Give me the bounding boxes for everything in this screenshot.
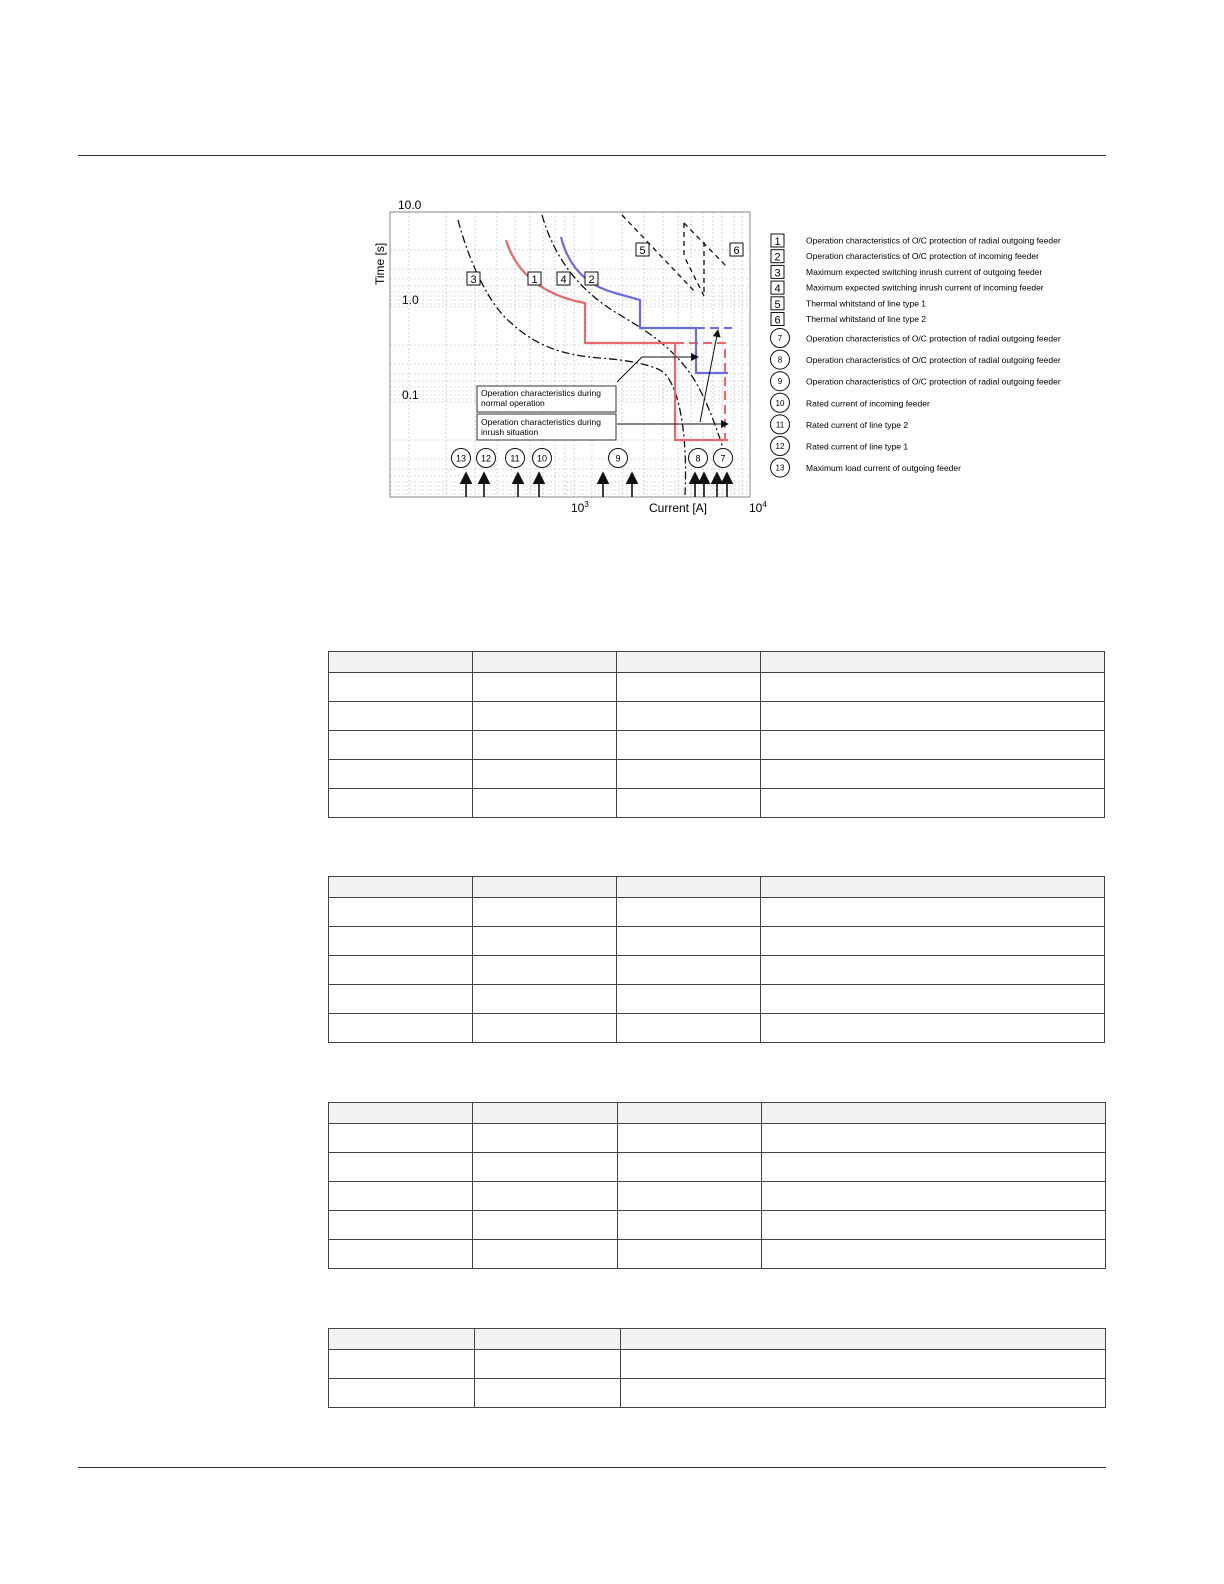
- curve-tag-1: 1: [531, 274, 538, 286]
- table-cell: [473, 985, 617, 1014]
- table-cell: [618, 1240, 762, 1269]
- x-tick-1000: $10^3$: [571, 500, 589, 515]
- table-row: [329, 956, 1105, 985]
- table-cell: [473, 1240, 618, 1269]
- table-cell: [329, 985, 473, 1014]
- table-cell: [329, 1211, 473, 1240]
- table-cell: [761, 673, 1105, 702]
- table-cell: [761, 877, 1105, 898]
- table-cell: [473, 731, 617, 760]
- curve-tag-5: 5: [639, 245, 646, 257]
- table-row: [329, 1240, 1106, 1269]
- table-row: [329, 702, 1105, 731]
- table-cell: [329, 877, 473, 898]
- legend-key-10: 10: [775, 398, 785, 408]
- table-cell: [329, 673, 473, 702]
- table-cell: [475, 1329, 621, 1350]
- legend-key-13: 13: [775, 463, 785, 473]
- table-cell: [329, 760, 473, 789]
- legend-text-2: Operation characteristics of O/C protection of incoming feeder: [806, 251, 1039, 262]
- table-cell: [617, 731, 761, 760]
- table-cell: [617, 927, 761, 956]
- table-cell: [329, 1182, 473, 1211]
- table-cell: [329, 1350, 475, 1379]
- table-cell: [473, 1014, 617, 1043]
- blank-table-3: [328, 1102, 1106, 1269]
- legend-text-1: Operation characteristics of O/C protection of radial outgoing feeder: [806, 235, 1061, 246]
- table-row: [329, 1379, 1106, 1408]
- thermal-zone-outline: [684, 223, 704, 296]
- annotation-inrush-line1: Operation characteristics during: [481, 417, 602, 427]
- legend-key-8: 8: [777, 355, 783, 365]
- table-cell: [473, 673, 617, 702]
- legend-text-5: Thermal whitstand of line type 1: [806, 298, 927, 309]
- legend-text-10: Rated current of incoming feeder: [806, 398, 930, 409]
- table-header-row: [329, 652, 1105, 673]
- table-cell: [473, 877, 617, 898]
- table-cell: [329, 898, 473, 927]
- table-cell: [761, 1014, 1105, 1043]
- table-cell: [618, 1124, 762, 1153]
- table-row: [329, 1014, 1105, 1043]
- table-cell: [617, 789, 761, 818]
- table-cell: [473, 789, 617, 818]
- table-cell: [617, 673, 761, 702]
- time-current-figure: [360, 190, 1080, 530]
- table-cell: [329, 1379, 475, 1408]
- table-cell: [329, 652, 473, 673]
- header-rule: [78, 155, 1106, 156]
- table-cell: [473, 956, 617, 985]
- table-cell: [473, 927, 617, 956]
- blank-table-1: [328, 651, 1105, 818]
- blank-table-4: [328, 1328, 1106, 1408]
- table-row: [329, 1211, 1106, 1240]
- table-cell: [761, 652, 1105, 673]
- table-cell: [473, 1182, 618, 1211]
- legend-text-6: Thermal whitstand of line type 2: [806, 314, 927, 324]
- marker-number-13: 13: [455, 453, 467, 464]
- table-cell: [329, 1124, 473, 1153]
- legend-text-13: Maximum load current of outgoing feeder: [806, 463, 961, 474]
- table-row: [329, 927, 1105, 956]
- table-cell: [329, 956, 473, 985]
- table-cell: [618, 1153, 762, 1182]
- legend-key-7: 7: [777, 334, 783, 343]
- table-cell: [621, 1379, 1106, 1408]
- table-cell: [761, 956, 1105, 985]
- table-row: [329, 1350, 1106, 1379]
- x-tick-10000: $10^4$: [749, 500, 767, 515]
- marker-number-9: 9: [615, 453, 621, 464]
- table-cell: [761, 985, 1105, 1014]
- curve-5-thermal: [622, 215, 696, 293]
- table-cell: [617, 702, 761, 731]
- legend-key-11: 11: [775, 420, 785, 430]
- table-cell: [621, 1329, 1106, 1350]
- legend-text-11: Rated current of line type 2: [806, 419, 909, 430]
- legend-key-2: 2: [774, 251, 781, 264]
- table-header-row: [329, 877, 1105, 898]
- table-cell: [617, 956, 761, 985]
- y-tick-1: 1.0: [402, 293, 419, 307]
- annotation-normal-line2: normal operation: [481, 398, 545, 408]
- legend-key-5: 5: [774, 298, 781, 311]
- blank-table-2: [328, 876, 1105, 1043]
- time-current-chart: [360, 190, 1080, 525]
- table-row: [329, 673, 1105, 702]
- table-cell: [618, 1103, 762, 1124]
- legend-key-4: 4: [774, 283, 781, 296]
- marker-number-7: 7: [720, 453, 726, 464]
- table-cell: [473, 652, 617, 673]
- table-cell: [617, 760, 761, 789]
- y-tick-10: 10.0: [398, 198, 422, 212]
- table-cell: [475, 1350, 621, 1379]
- table-cell: [475, 1379, 621, 1408]
- table-cell: [762, 1240, 1106, 1269]
- table-cell: [329, 1153, 473, 1182]
- marker-number-11: 11: [510, 453, 520, 464]
- legend: [771, 234, 1061, 477]
- table-row: [329, 1124, 1106, 1153]
- table-cell: [473, 702, 617, 731]
- legend-text-12: Rated current of line type 1: [806, 441, 909, 452]
- table-cell: [762, 1182, 1106, 1211]
- table-cell: [473, 898, 617, 927]
- curve-tag-4: 4: [560, 274, 567, 286]
- table-cell: [617, 898, 761, 927]
- table-cell: [761, 789, 1105, 818]
- annotation-inrush-line2: inrush situation: [481, 427, 539, 437]
- table-cell: [329, 927, 473, 956]
- legend-key-12: 12: [775, 442, 785, 451]
- table-cell: [473, 1153, 618, 1182]
- table-cell: [761, 927, 1105, 956]
- table-cell: [329, 731, 473, 760]
- y-axis-label: Time [s]: [373, 242, 387, 285]
- y-tick-0-1: 0.1: [402, 388, 419, 402]
- legend-text-7: Operation characteristics of O/C protection of radial outgoing feeder: [806, 333, 1061, 344]
- legend-text-9: Operation characteristics of O/C protection of radial outgoing feeder: [806, 376, 1061, 387]
- table-cell: [618, 1211, 762, 1240]
- table-cell: [762, 1103, 1106, 1124]
- table-row: [329, 985, 1105, 1014]
- curve-tag-3: 3: [470, 274, 477, 286]
- table-cell: [762, 1153, 1106, 1182]
- table-cell: [761, 898, 1105, 927]
- table-row: [329, 898, 1105, 927]
- table-cell: [761, 731, 1105, 760]
- table-cell: [617, 1014, 761, 1043]
- table-cell: [617, 652, 761, 673]
- table-row: [329, 731, 1105, 760]
- table-cell: [329, 789, 473, 818]
- marker-number-12: 12: [480, 453, 492, 464]
- annotation-normal-line1: Operation characteristics during: [481, 388, 602, 398]
- curve-tag-2: 2: [588, 274, 595, 286]
- legend-text-4: Maximum expected switching inrush current of incoming feeder: [806, 282, 1044, 293]
- table-cell: [617, 877, 761, 898]
- table-cell: [329, 1103, 473, 1124]
- x-axis-label: Current [A]: [649, 501, 708, 515]
- table-cell: [761, 760, 1105, 789]
- table-header-row: [329, 1329, 1106, 1350]
- table-cell: [473, 1211, 618, 1240]
- table-cell: [618, 1182, 762, 1211]
- table-row: [329, 789, 1105, 818]
- table-cell: [762, 1124, 1106, 1153]
- marker-number-10: 10: [536, 453, 548, 464]
- table-cell: [329, 1329, 475, 1350]
- table-cell: [473, 1124, 618, 1153]
- table-row: [329, 1153, 1106, 1182]
- legend-key-1: 1: [774, 236, 781, 248]
- table-cell: [473, 1103, 618, 1124]
- table-cell: [761, 702, 1105, 731]
- table-cell: [617, 985, 761, 1014]
- table-header-row: [329, 1103, 1106, 1124]
- marker-arrows: [466, 473, 727, 497]
- marker-number-8: 8: [695, 453, 701, 464]
- legend-text-8: Operation characteristics of O/C protection of radial outgoing feeder: [806, 355, 1061, 366]
- table-cell: [329, 1014, 473, 1043]
- table-row: [329, 760, 1105, 789]
- table-cell: [329, 702, 473, 731]
- table-cell: [329, 1240, 473, 1269]
- table-cell: [762, 1211, 1106, 1240]
- legend-key-9: 9: [777, 377, 783, 387]
- table-cell: [473, 760, 617, 789]
- curve-6-thermal: [684, 223, 726, 266]
- footer-rule: [78, 1467, 1106, 1468]
- legend-key-3: 3: [774, 267, 781, 280]
- table-row: [329, 1182, 1106, 1211]
- table-cell: [621, 1350, 1106, 1379]
- legend-text-3: Maximum expected switching inrush current of outgoing feeder: [806, 266, 1043, 277]
- legend-key-6: 6: [774, 314, 781, 327]
- curve-tag-6: 6: [733, 245, 740, 257]
